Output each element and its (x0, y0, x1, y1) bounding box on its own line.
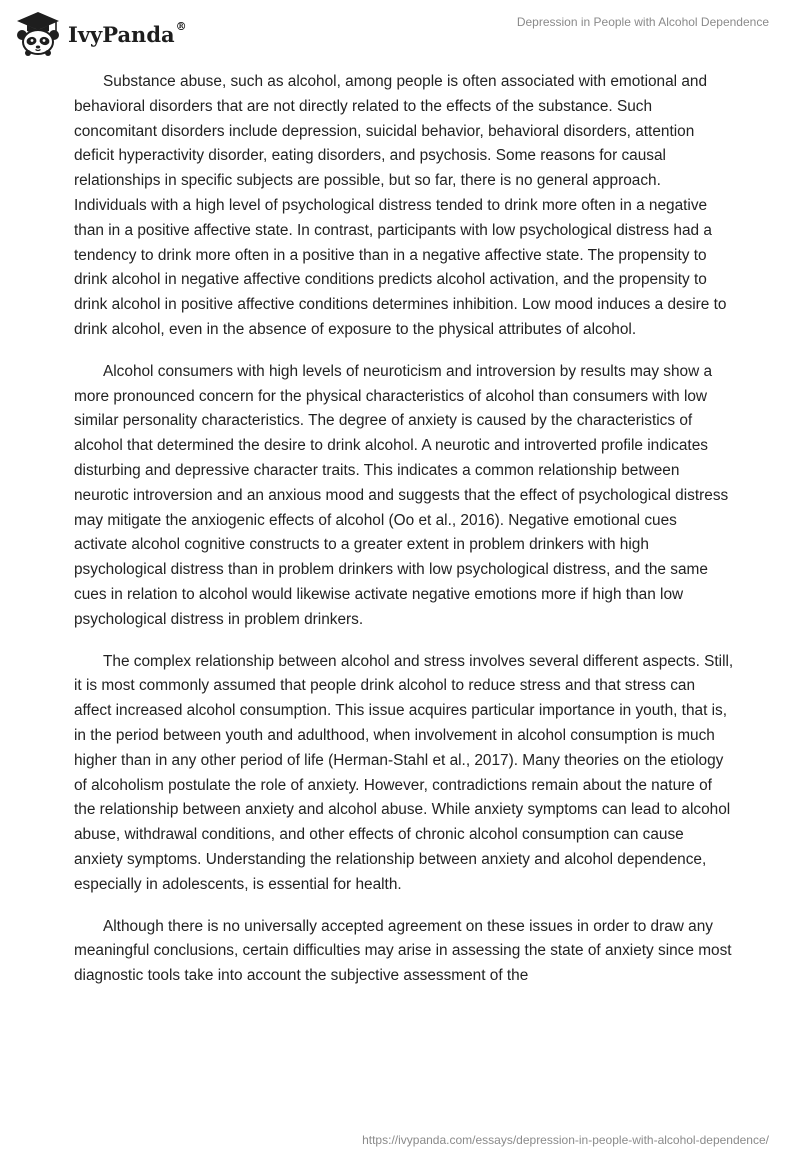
document-title: Depression in People with Alcohol Dependence (516, 15, 769, 29)
paragraph: Alcohol consumers with high levels of neuroticism and introversion by results may show a more pronounced concern for the physical characteristics of alcohol than consumers with low similar personality characteristics. The degree of anxiety is caused by the characteristics of alcohol that determined the desire to drink alcohol. A neurotic and introverted profile indicates disturbing and depressive character traits. This indicates a common relationship between neurotic introversion and an anxious mood and suggests that the effect of psychological distress may mitigate the anxiogenic effects of alcohol (Oo et al., 2016). Negative emotional cues activate alcohol cognitive constructs to a greater extent in problem drinkers with high psychological distress than in problem drinkers with low psychological distress, and the same cues in relation to alcohol would likewise activate negative emotions more if high than low psychological distress in problem drinkers. (74, 362, 729, 628)
brand-name (68, 22, 187, 47)
page-header (0, 0, 800, 70)
registered-mark: ® (175, 20, 187, 33)
paragraph: The complex relationship between alcohol and stress involves several different aspects. Still, it is most commonly assumed that people drink alcohol to reduce stress and that stress can affect increased alcohol consumption. This issue acquires particular importance in youth, that is, in the period between youth and adulthood, when involvement in alcohol consumption is much higher than in any other period of life (Herman-Stahl et al., 2017). Many theories on the etiology of alcoholism postulate the role of anxiety. However, contradictions remain about the nature of the relationship between anxiety and alcohol abuse. While anxiety symptoms can lead to alcohol abuse, withdrawal conditions, and other effects of chronic alcohol consumption can cause anxiety symptoms. Understanding the relationship between anxiety and alcohol dependence, especially in adolescents, is essential for health. (74, 652, 734, 893)
brand-text: IvyPanda (68, 22, 175, 47)
paragraph: Substance abuse, such as alcohol, among people is often associated with emotional and behavioral disorders that are not directly related to the effects of the substance. Such concomitant disorders include depression, suicidal behavior, behavioral disorders, attention deficit hyperactivity disorder, eating disorders, and psychosis. Some reasons for causal relationships in specific subjects are possible, but so far, there is no general approach. Individuals with a high level of psychological distress tended to drink more often in a negative than in a positive affective state. In contrast, participants with low psychological distress had a tendency to drink more often in a positive than in a negative affective state. The propensity to drink alcohol in negative affective conditions predicts alcohol activation, and the propensity to drink alcohol in positive affective conditions determines inhibition. Low mood induces a desire to drink alcohol, even in the absence of exposure to the physical attributes of alcohol. (74, 73, 727, 338)
essay-body (74, 70, 734, 1006)
source-url[interactable]: https://ivypanda.com/essays/depression-in-people-with-alcohol-dependence/ (362, 1133, 769, 1147)
ivypanda-logo[interactable] (14, 10, 214, 56)
paragraph: Although there is no universally accepted agreement on these issues in order to draw any meaningful conclusions, certain difficulties may arise in assessing the state of anxiety since most diagnostic tools take into account the subjective assessment of the (74, 917, 732, 985)
panda-graduation-cap-icon (14, 10, 62, 56)
